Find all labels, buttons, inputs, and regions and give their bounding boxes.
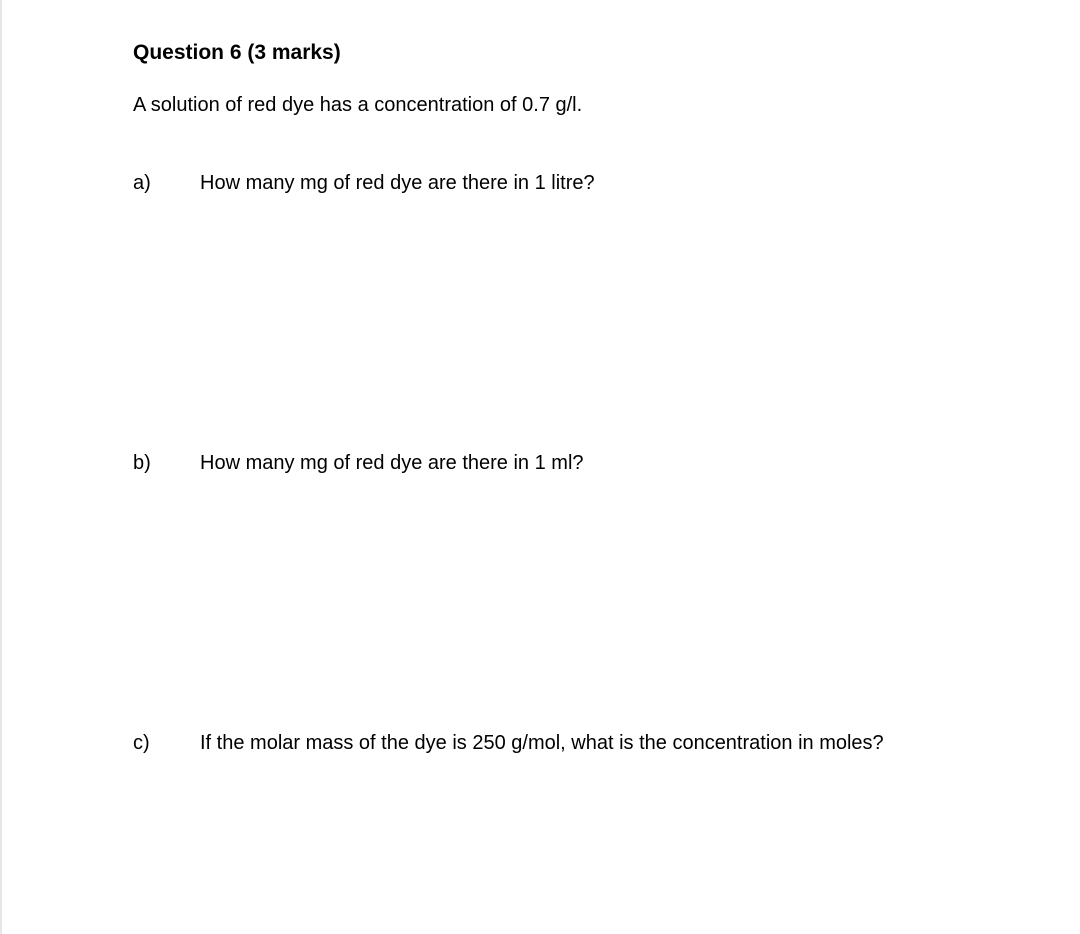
question-part-c: [0, 730, 1080, 760]
part-text-a: How many mg of red dye are there in 1 litre?: [200, 172, 595, 194]
part-label-c: c): [133, 732, 150, 754]
question-part-b: [0, 450, 1080, 480]
question-part-a: [0, 170, 1080, 200]
part-text-b: How many mg of red dye are there in 1 ml?: [200, 452, 584, 474]
part-label-a: a): [133, 172, 151, 194]
part-label-b: b): [133, 452, 151, 474]
question-title: Question 6 (3 marks): [133, 41, 341, 64]
part-text-c: If the molar mass of the dye is 250 g/mol, what is the concentration in moles?: [200, 732, 884, 754]
question-intro: A solution of red dye has a concentration of 0.7 g/l.: [133, 94, 583, 116]
